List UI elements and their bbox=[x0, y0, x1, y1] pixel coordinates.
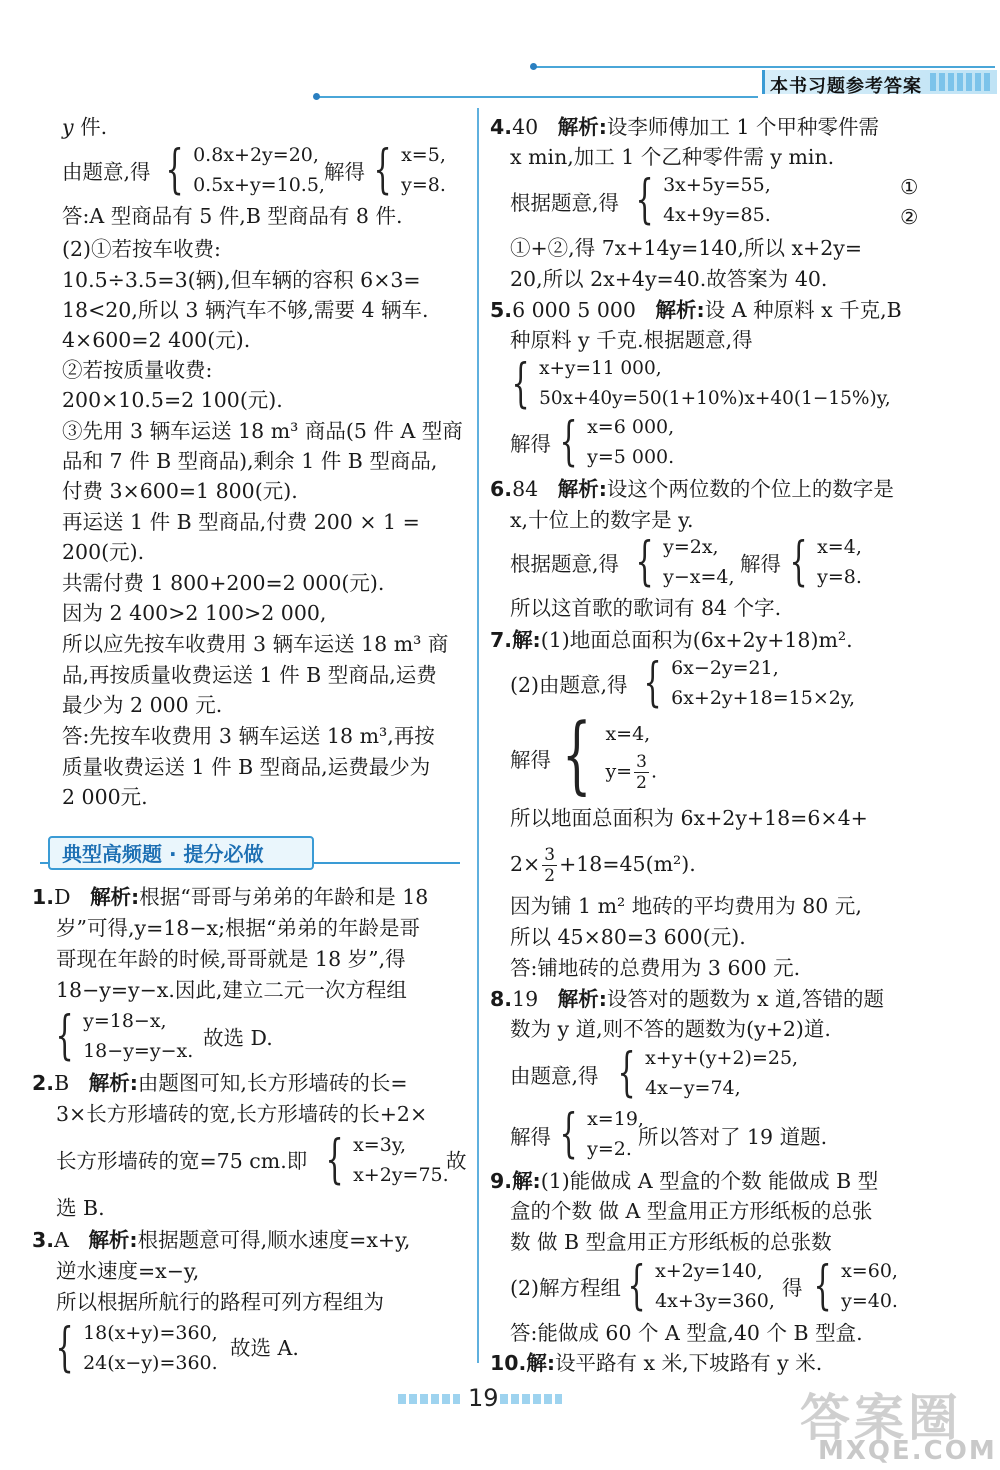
watermark-url: MXQE.COM bbox=[818, 1436, 997, 1466]
equation: 3x+5y=55, bbox=[663, 174, 771, 196]
right-line: 答:铺地砖的总费用为 3 600 元. bbox=[510, 956, 801, 980]
equation-system: { 3x+5y=55, 4x+9y=85. bbox=[635, 170, 771, 230]
equation: x=60, bbox=[841, 1260, 898, 1282]
right-line: 答:能做成 60 个 A 型盒,40 个 B 型盒. bbox=[510, 1321, 863, 1345]
left-line: 付费 3×600=1 800(元). bbox=[62, 479, 298, 503]
question-2: 2.B 解析:由题图可知,长方形墙砖的长= bbox=[32, 1071, 408, 1095]
left-line: 故选 D. bbox=[203, 1026, 273, 1050]
left-line: 解得 bbox=[324, 160, 365, 184]
equation-system: { x=6 000, y=5 000. bbox=[559, 412, 675, 472]
question-9: 9.解:(1)能做成 A 型盒的个数 能做成 B 型 bbox=[490, 1169, 879, 1193]
question-1: 1.D 解析:根据“哥哥与弟弟的年龄和是 18 bbox=[32, 885, 429, 909]
equation-system: { x+y+(y+2)=25, 4x−y=74, bbox=[617, 1043, 799, 1103]
page-number-decoration-left bbox=[398, 1394, 460, 1404]
equation-system: { x=5, y=8. bbox=[373, 140, 446, 200]
right-line: 解得 bbox=[510, 748, 551, 772]
equation: x+y=11 000, bbox=[539, 358, 662, 379]
header-stripe bbox=[930, 73, 990, 91]
right-line: 盒的个数 做 A 型盒用正方形纸板的总张 bbox=[510, 1199, 873, 1223]
right-line: 2× $\frac{3}{2}$ +18=45(m²). bbox=[510, 845, 696, 886]
header-rule-top bbox=[535, 66, 995, 68]
equation-system: { 6x−2y=21, 6x+2y+18=15×2y, bbox=[643, 653, 856, 713]
equation: 4x−y=74, bbox=[645, 1077, 741, 1099]
left-line: 最少为 2 000 元. bbox=[62, 693, 223, 717]
right-line: 20,所以 2x+4y=40.故答案为 40. bbox=[510, 267, 828, 291]
equation: x+y+(y+2)=25, bbox=[645, 1047, 799, 1069]
equation: 4x+9y=85. bbox=[663, 204, 771, 226]
left-line: 18−y=y−x.因此,建立二元一次方程组 bbox=[56, 978, 407, 1002]
left-line: 长方形墙砖的宽=75 cm.即 bbox=[56, 1149, 308, 1173]
right-line: 因为铺 1 m² 地砖的平均费用为 80 元, bbox=[510, 894, 862, 918]
equation: y=8. bbox=[401, 174, 446, 196]
right-line: 数为 y 道,则不答的题数为(y+2)道. bbox=[510, 1017, 831, 1041]
right-line: 解得 bbox=[740, 552, 781, 576]
left-line: 再运送 1 件 B 型商品,付费 200 × 1 = bbox=[62, 510, 420, 534]
equation: 0.5x+y=10.5, bbox=[193, 174, 325, 196]
left-line: ③先用 3 辆车运送 18 m³ 商品(5 件 A 型商 bbox=[62, 419, 463, 443]
left-line: 所以根据所航行的路程可列方程组为 bbox=[56, 1290, 384, 1314]
question-4: 4.40 解析:设李师傅加工 1 个甲种零件需 bbox=[490, 115, 879, 139]
left-line: 答:A 型商品有 5 件,B 型商品有 8 件. bbox=[62, 204, 403, 228]
equation: y=2. bbox=[587, 1138, 632, 1160]
section-banner-title: 典型高频题 · 提分必做 bbox=[62, 842, 264, 866]
left-line: 选 B. bbox=[56, 1196, 105, 1220]
left-line: (2)①若按车收费: bbox=[62, 237, 221, 261]
equation: y−x=4, bbox=[663, 566, 735, 588]
fraction: $\frac{3}{2}$ bbox=[636, 751, 647, 793]
equation: x=6 000, bbox=[587, 416, 675, 438]
equation-system: { x+2y=140, 4x+3y=360, bbox=[627, 1256, 775, 1316]
equation-system: { x=19, y=2. bbox=[559, 1104, 644, 1164]
equation: x+2y=75. bbox=[353, 1164, 449, 1186]
equation-system: { x+y=11 000, 50x+40y=50(1+10%)x+40(1−15%)y, bbox=[511, 354, 891, 414]
equation: 24(x−y)=360. bbox=[83, 1352, 218, 1374]
right-line: 数 做 B 型盒用正方形纸板的总张数 bbox=[510, 1230, 832, 1254]
left-line: 4×600=2 400(元). bbox=[62, 328, 251, 352]
right-line: 种原料 y 千克.根据题意,得 bbox=[510, 328, 753, 352]
left-line: 由题意,得 bbox=[62, 160, 151, 184]
equation: y=18−x, bbox=[83, 1010, 167, 1032]
right-line: x,十位上的数字是 y. bbox=[510, 508, 694, 532]
equation: x=3y, bbox=[353, 1134, 407, 1156]
right-line: x min,加工 1 个乙种零件需 y min. bbox=[510, 145, 835, 169]
question-3: 3.A 解析:根据题意可得,顺水速度=x+y, bbox=[32, 1228, 411, 1252]
left-line: 岁”可得,y=18−x;根据“弟弟的年龄是哥 bbox=[56, 916, 420, 940]
equation-marker-2: ② bbox=[900, 205, 919, 229]
right-line: (2)解方程组 bbox=[510, 1276, 622, 1300]
right-line: 所以这首歌的歌词有 84 个字. bbox=[510, 596, 782, 620]
page-number: 19 bbox=[468, 1384, 499, 1412]
equation-system: { y=18−x, 18−y=y−x. bbox=[55, 1006, 194, 1066]
equation: x=19, bbox=[587, 1108, 644, 1130]
question-7: 7.解:(1)地面总面积为(6x+2y+18)m². bbox=[490, 628, 853, 652]
equation: x=5, bbox=[401, 144, 446, 166]
left-line: 所以应先按车收费用 3 辆车运送 18 m³ 商 bbox=[62, 632, 449, 656]
question-6: 6.84 解析:设这个两位数的个位上的数字是 bbox=[490, 477, 894, 501]
header-rule-bottom bbox=[318, 96, 758, 98]
right-line: 所以答对了 19 道题. bbox=[638, 1125, 828, 1149]
question-10: 10.解:设平路有 x 米,下坡路有 y 米. bbox=[490, 1351, 823, 1375]
equation-system: { x=4, y= $\frac{3}{2}$ . bbox=[562, 705, 657, 803]
equation: 0.8x+2y=20, bbox=[193, 144, 319, 166]
right-line: 根据题意,得 bbox=[510, 191, 620, 215]
equation: x=4, bbox=[605, 722, 651, 745]
equation-system: { 18(x+y)=360, 24(x−y)=360. bbox=[55, 1318, 218, 1378]
right-line: (2)由题意,得 bbox=[510, 673, 628, 697]
header-title: 本书习题参考答案 bbox=[770, 76, 922, 97]
equation: y=2x, bbox=[663, 536, 719, 558]
left-line: y 件. bbox=[62, 115, 108, 139]
equation: y=8. bbox=[817, 566, 862, 588]
equation: 6x+2y+18=15×2y, bbox=[671, 687, 856, 709]
equation-system: { 0.8x+2y=20, 0.5x+y=10.5, bbox=[165, 140, 325, 200]
left-line: 质量收费运送 1 件 B 型商品,运费最少为 bbox=[62, 755, 431, 779]
left-line: 答:先按车收费用 3 辆车运送 18 m³,再按 bbox=[62, 724, 435, 748]
left-line: 共需付费 1 800+200=2 000(元). bbox=[62, 571, 385, 595]
left-line: 故选 A. bbox=[230, 1336, 299, 1360]
left-line: 200(元). bbox=[62, 540, 145, 564]
equation-marker-1: ① bbox=[900, 175, 919, 199]
right-line: 解得 bbox=[510, 432, 551, 456]
left-line: 哥现在年龄的时候,哥哥就是 18 岁”,得 bbox=[56, 947, 406, 971]
left-line: 品和 7 件 B 型商品),剩余 1 件 B 型商品, bbox=[62, 449, 438, 473]
column-divider bbox=[477, 108, 479, 1363]
left-line: 2 000元. bbox=[62, 785, 148, 809]
equation: 18−y=y−x. bbox=[83, 1040, 194, 1062]
left-line: ②若按质量收费: bbox=[62, 358, 213, 382]
left-line: 因为 2 400>2 100>2 000, bbox=[62, 601, 327, 625]
page-number-decoration-right bbox=[500, 1394, 562, 1404]
equation-system: { x=4, y=8. bbox=[789, 532, 862, 592]
left-line: 200×10.5=2 100(元). bbox=[62, 388, 283, 412]
header-dot-bottom bbox=[313, 93, 320, 100]
right-line: ①+②,得 7x+14y=140,所以 x+2y= bbox=[510, 236, 863, 260]
equation: y= $\frac{3}{2}$ . bbox=[605, 751, 657, 793]
equation: 18(x+y)=360, bbox=[83, 1322, 218, 1344]
equation: x+2y=140, bbox=[655, 1260, 763, 1282]
left-line: 10.5÷3.5=3(辆),但车辆的容积 6×3= bbox=[62, 268, 421, 292]
left-line: 3×长方形墙砖的宽,长方形墙砖的长+2× bbox=[56, 1102, 428, 1126]
equation-system: { y=2x, y−x=4, bbox=[635, 532, 735, 592]
equation-system: { x=3y, x+2y=75. bbox=[325, 1130, 449, 1190]
left-line: 18<20,所以 3 辆汽车不够,需要 4 辆车. bbox=[62, 298, 429, 322]
question-5: 5.6 000 5 000 解析:设 A 种原料 x 千克,B bbox=[490, 298, 902, 322]
left-line: 故 bbox=[446, 1149, 467, 1173]
header-dot-top bbox=[530, 63, 537, 70]
left-line: 品,再按质量收费运送 1 件 B 型商品,运费 bbox=[62, 663, 437, 687]
left-line: 逆水速度=x−y, bbox=[56, 1259, 200, 1283]
equation: y=5 000. bbox=[587, 446, 675, 468]
right-line: 解得 bbox=[510, 1125, 551, 1149]
right-line: 得 bbox=[782, 1276, 803, 1300]
right-line: 所以地面总面积为 6x+2y+18=6×4+ bbox=[510, 806, 868, 830]
equation-system: { x=60, y=40. bbox=[813, 1256, 898, 1316]
question-8: 8.19 解析:设答对的题数为 x 道,答错的题 bbox=[490, 987, 885, 1011]
equation: y=40. bbox=[841, 1290, 898, 1312]
equation: x=4, bbox=[817, 536, 862, 558]
equation: 6x−2y=21, bbox=[671, 657, 779, 679]
equation: 4x+3y=360, bbox=[655, 1290, 775, 1312]
watermark-logo: 答案圈 bbox=[800, 1389, 962, 1447]
fraction: $\frac{3}{2}$ bbox=[544, 845, 556, 886]
right-line: 由题意,得 bbox=[510, 1064, 599, 1088]
right-line: 所以 45×80=3 600(元). bbox=[510, 925, 746, 949]
equation: 50x+40y=50(1+10%)x+40(1−15%)y, bbox=[539, 388, 891, 409]
right-line: 根据题意,得 bbox=[510, 552, 620, 576]
